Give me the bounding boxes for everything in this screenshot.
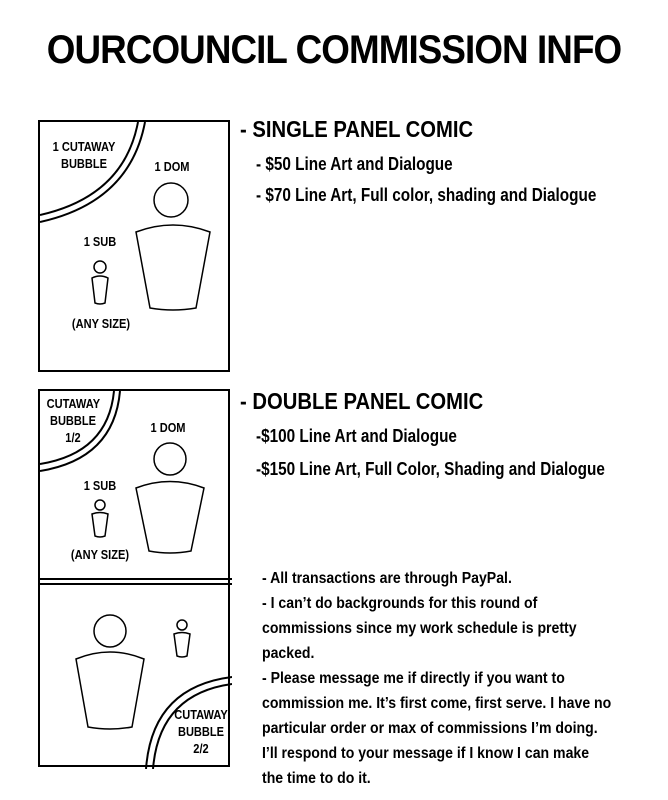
sub-size-label: (ANY SIZE) (70, 547, 130, 562)
cutaway-label-line2: BUBBLE (60, 156, 108, 171)
note-backgrounds: - I can’t do backgrounds for this round of commissions since my work schedule is pretty packed. (262, 595, 577, 662)
sub-body (92, 276, 108, 304)
dom-body (136, 225, 210, 310)
sub-head-panel-2 (177, 620, 187, 630)
single-panel-heading: - SINGLE PANEL COMIC (240, 116, 474, 142)
cutaway-2-label (171, 706, 231, 757)
cutaway-1-line2: BUBBLE (49, 413, 97, 428)
single-panel-diagram (38, 120, 230, 372)
cutaway-2-line1: CUTAWAY (174, 707, 228, 722)
sub-label: 1 SUB (83, 478, 117, 493)
sub-label: 1 SUB (83, 234, 117, 249)
cutaway-1-line1: CUTAWAY (46, 396, 101, 411)
dom-body (136, 482, 204, 554)
single-price-1: - $50 Line Art and Dialogue (256, 154, 453, 174)
sub-head (94, 261, 106, 273)
page-title: OURCOUNCIL COMMISSION INFO (46, 28, 622, 72)
cutaway-label-line1: 1 CUTAWAY (52, 139, 116, 154)
cutaway-2-line3: 2/2 (193, 741, 209, 756)
double-panel-diagram (38, 389, 230, 767)
cutaway-1-line3: 1/2 (65, 430, 81, 445)
cutaway-1-label (47, 395, 100, 446)
note-paypal: - All transactions are through PayPal. (262, 570, 512, 587)
dom-head (154, 443, 186, 475)
sub-size-label: (ANY SIZE) (71, 316, 131, 331)
single-price-2: - $70 Line Art, Full color, shading and Dialogue (256, 185, 597, 205)
note-contact: - Please message me if directly if you want to commission me. It’s first come, first serve. I have no particular order or max of commissions I’m doing. I’ll respond to your message if I know I can make the time to do it. (262, 670, 612, 787)
dom-label: 1 DOM (154, 159, 190, 174)
dom-head-panel-2 (94, 615, 126, 647)
dom-head (154, 183, 188, 217)
commission-notes (262, 566, 614, 791)
sub-body-panel-2 (174, 633, 190, 658)
cutaway-label (50, 138, 118, 172)
double-price-2: -$150 Line Art, Full Color, Shading and Dialogue (256, 459, 605, 479)
double-panel-heading: - DOUBLE PANEL COMIC (240, 388, 484, 414)
dom-body-panel-2 (76, 652, 144, 729)
sub-head (95, 500, 105, 510)
dom-label: 1 DOM (150, 420, 186, 435)
sub-body (92, 513, 108, 538)
cutaway-2-line2: BUBBLE (177, 724, 225, 739)
cutaway-bubble-outline (40, 122, 145, 222)
double-price-1: -$100 Line Art and Dialogue (256, 426, 457, 446)
